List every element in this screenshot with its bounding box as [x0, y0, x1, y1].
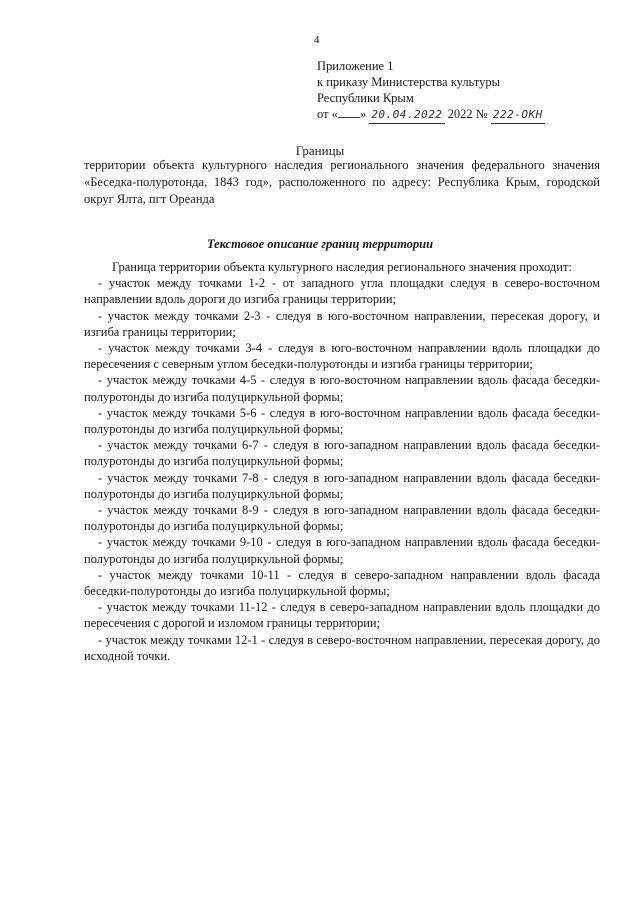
- list-item: - участок между точками 6-7 - следуя в юго-западном направлении вдоль фасада беседки-полуротонды до изгиба полуциркульной формы;: [84, 438, 600, 469]
- page-number: 4: [314, 34, 320, 46]
- boundary-description: [84, 259, 600, 664]
- list-item: - участок между точками 10-11 - следуя в северо-западном направлении вдоль фасада беседки-полуротонды до изгиба полуциркульной формы;: [84, 567, 600, 599]
- date-prefix: от «: [317, 107, 338, 121]
- section-heading: Текстовое описание границ территории: [206, 237, 434, 251]
- list-item: - участок между точками 2-3 - следуя в юго-восточном направлении, пересекая дорогу, и изгиба границы территории;: [84, 308, 600, 339]
- document-title: Границы: [295, 143, 345, 158]
- day-blank: [338, 107, 360, 118]
- annex-republic: Республики Крым: [317, 91, 414, 105]
- list-item: - участок между точками 9-10 - следуя в юго-западном направлении вдоль фасада беседки-полуротонды до изгиба полуциркульной формы;: [84, 535, 600, 566]
- list-item: - участок между точками 12-1 - следуя в северо-восточном направлении, пересекая дорогу, до исходной точки.: [84, 632, 600, 663]
- annex-date-line: [317, 106, 545, 124]
- annex-title: Приложение 1: [317, 59, 394, 73]
- annex-header: [317, 58, 545, 124]
- date-suffix: »: [359, 107, 367, 121]
- list-item: - участок между точками 4-5 - следуя в юго-восточном направлении вдоль фасада беседки-полуротонды до изгиба полуциркульной формы;: [84, 373, 600, 404]
- list-item: - участок между точками 1-2 - от западного угла площадки следуя в северо-восточном направлении вдоль дороги до изгиба границы территории;: [84, 276, 600, 307]
- list-item: - участок между точками 3-4 - следуя в юго-восточном направлении вдоль площадки до пересечения с северным углом беседки-полуротонды и изгиба границы территории;: [84, 341, 600, 372]
- handwritten-date: 20.04.2022: [369, 107, 444, 124]
- document-subtitle: территории объекта культурного наследия регионального значения федерального значения «Беседка-полуротонда, 1843 год», расположенного по адресу: Республика Крым, городской округ Ялта, пгт Ореанда: [84, 158, 600, 206]
- list-item: - участок между точками 5-6 - следуя в юго-восточном направлении вдоль фасада беседки-полуротонды до изгиба полуциркульной формы;: [84, 405, 600, 437]
- intro-paragraph: Граница территории объекта культурного наследия регионального значения проходит:: [112, 260, 572, 274]
- list-item: - участок между точками 11-12 - следуя в северо-западном направлении вдоль площадки до пересечения с дорогой и изломом границы территории;: [84, 600, 600, 631]
- list-item: - участок между точками 7-8 - следуя в юго-западном направлении вдоль фасада беседки-полуротонды до изгиба полуциркульной формы;: [84, 470, 600, 501]
- annex-order-ref: к приказу Министерства культуры: [317, 75, 500, 89]
- list-item: - участок между точками 8-9 - следуя в юго-западном направлении вдоль фасада беседки-полуротонды до изгиба полуциркульной формы;: [84, 503, 600, 534]
- year-number-label: 2022 №: [447, 107, 488, 121]
- handwritten-order-number: 222-ОКН: [491, 107, 545, 124]
